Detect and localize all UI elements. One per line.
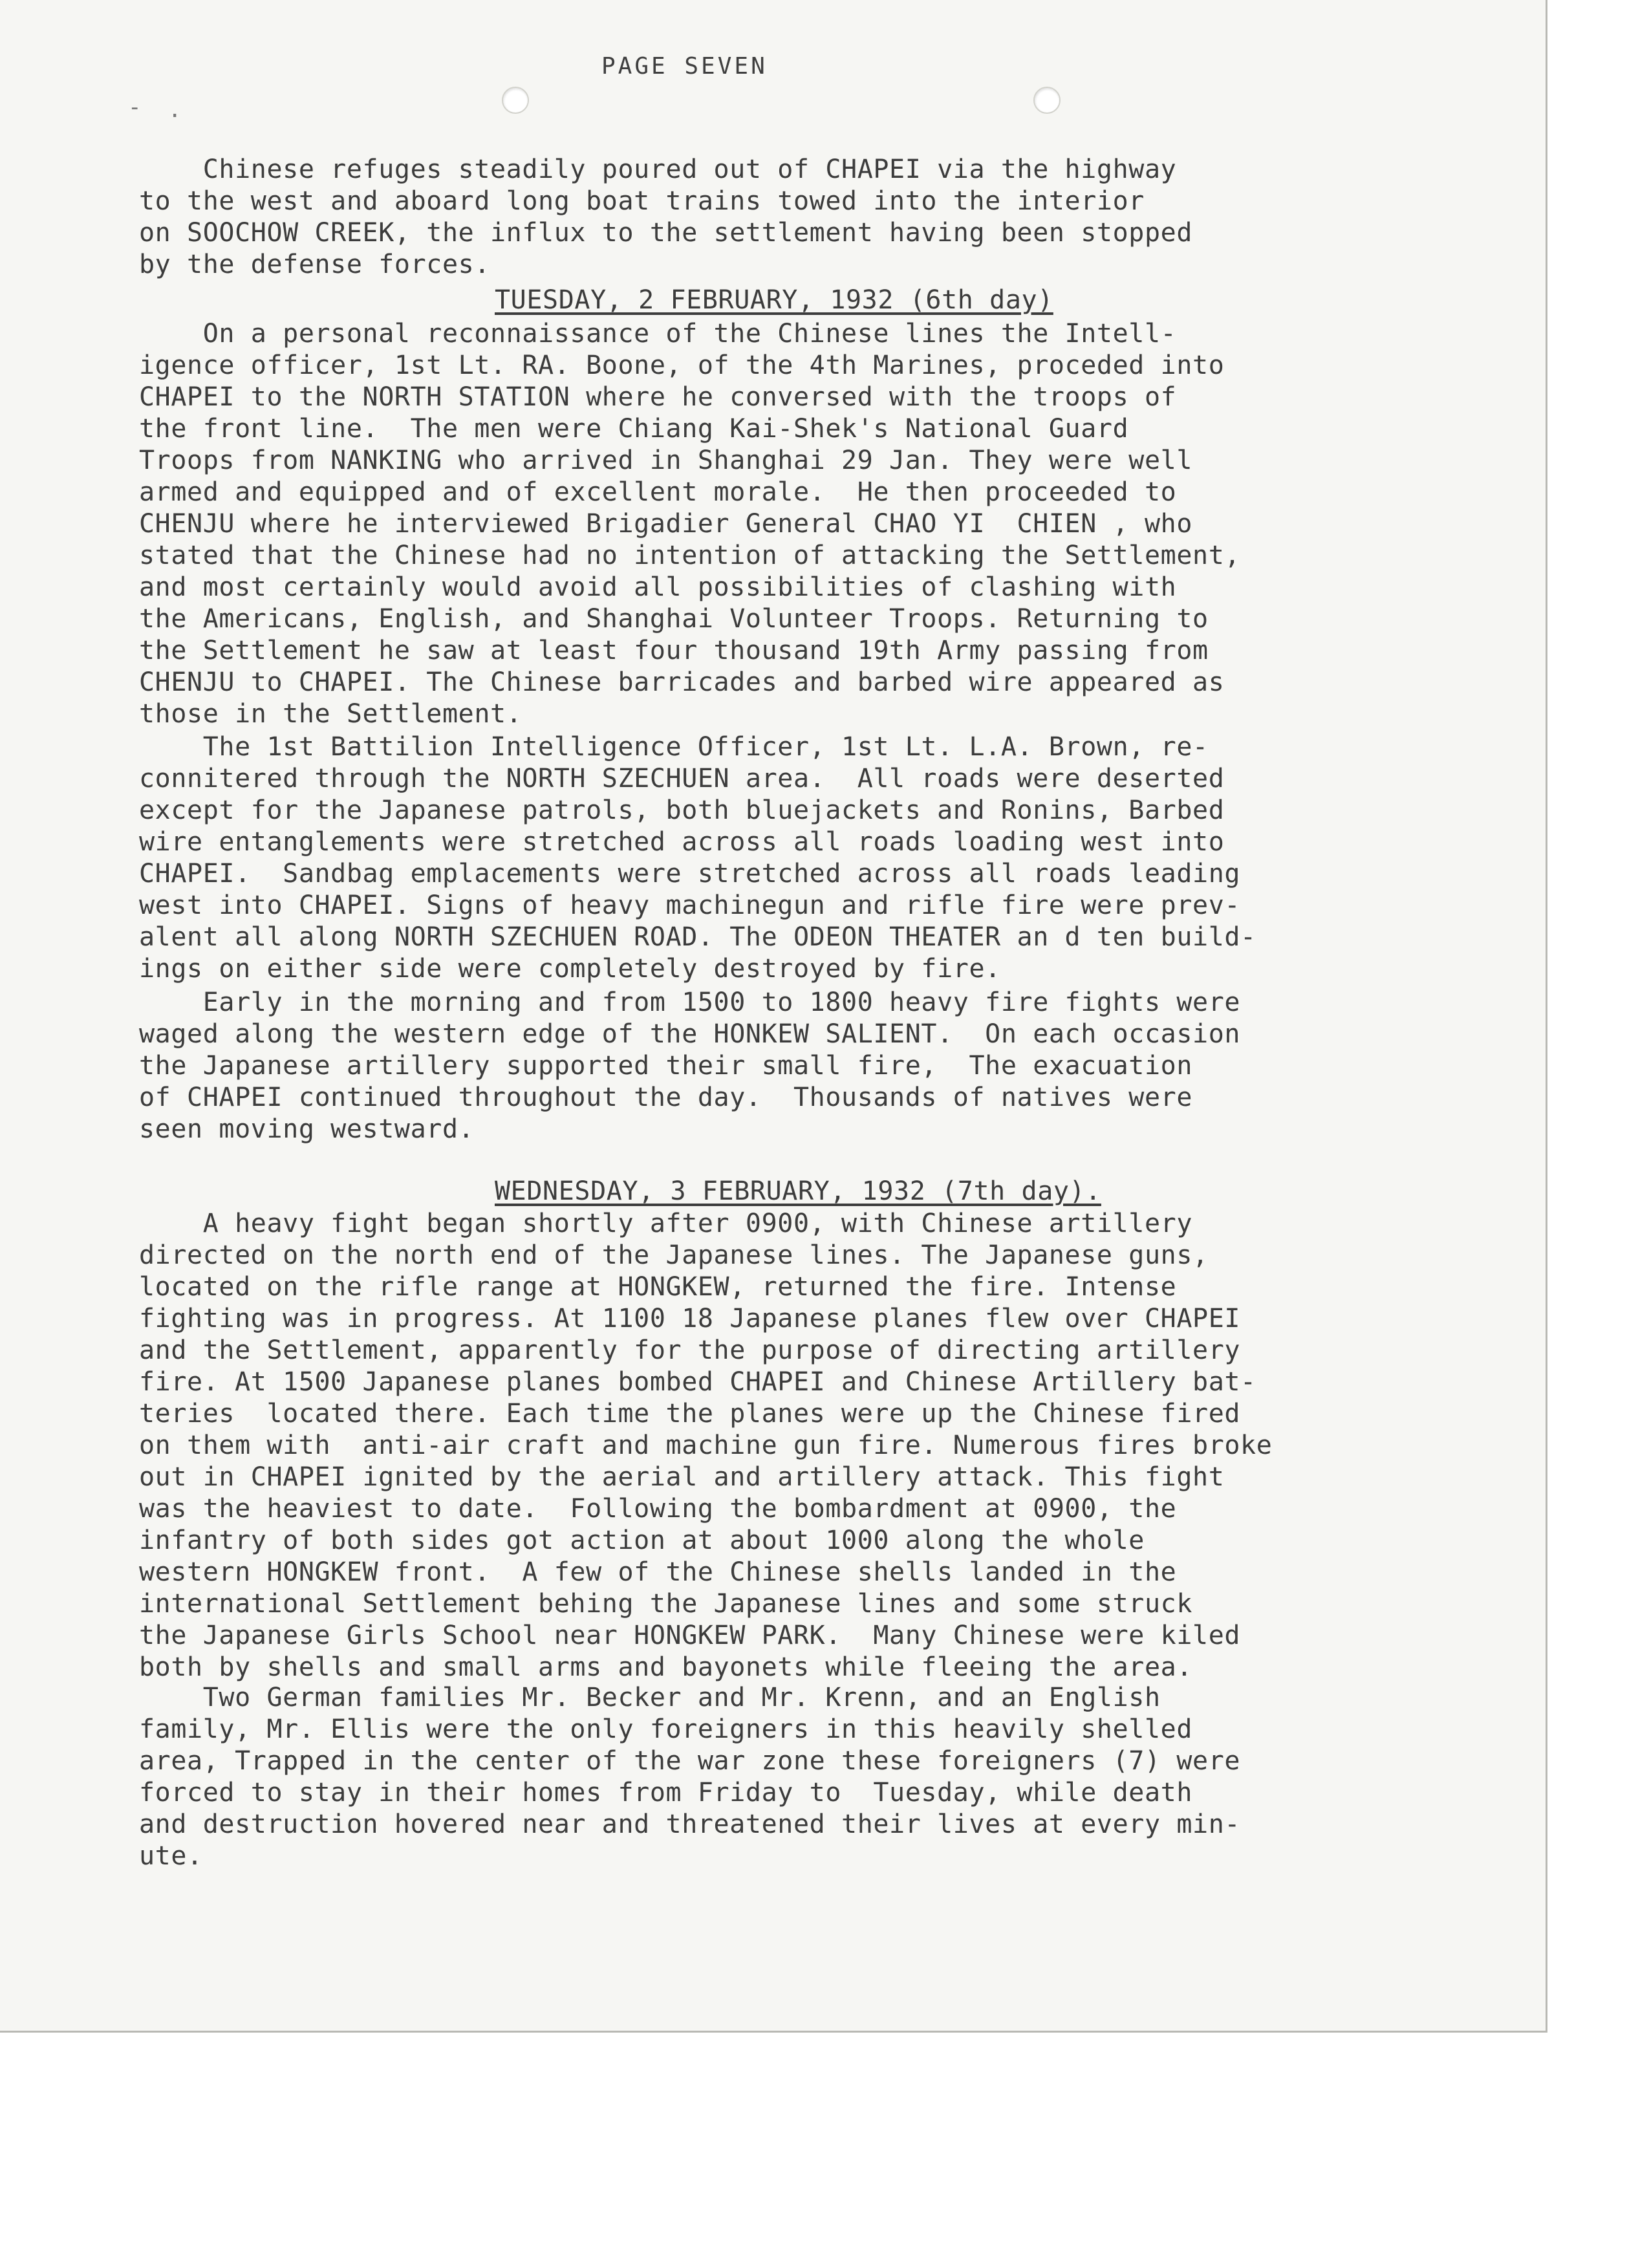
date-heading: TUESDAY, 2 FEBRUARY, 1932 (6th day) — [495, 285, 1053, 315]
paragraph: Early in the morning and from 1500 to 1800 heavy fire fights were waged along the western edge of the HONKEW SALIENT. On each occasion the Japanese artillery supported their small fire, The exacuation of CHAPEI continued throughout the day. Thousands of natives were seen moving westward. — [139, 988, 1241, 1144]
stray-dash-mark: . — [168, 97, 182, 123]
punch-hole-left — [502, 87, 529, 114]
paragraph: Chinese refuges steadily poured out of CHAPEI via the highway to the west and aboard long boat trains towed into the interior on SOOCHOW CREEK, the influx to the settlement having been stopped by the defense forces. — [139, 155, 1193, 279]
page-header: PAGE SEVEN — [601, 53, 768, 80]
paragraph: The 1st Battilion Intelligence Officer, 1st Lt. L.A. Brown, re- connitered through the NORTH SZECHUEN area. All roads were deserted except for the Japanese patrols, both bluejackets and Ronins, Barbed wire entanglements were stretched across all roads loading west into CHAPEI. Sandbag emplacements were stretched across all roads leading west into CHAPEI. Signs of heavy machinegun and rifle fire were prev- alent all along NORTH SZECHUEN ROAD. The ODEON THEATER an d ten build- ings on either side were completely destroyed by fire. — [139, 732, 1256, 984]
date-heading: WEDNESDAY, 3 FEBRUARY, 1932 (7th day). — [495, 1176, 1101, 1206]
paragraph: A heavy fight began shortly after 0900, with Chinese artillery directed on the north end of the Japanese lines. The Japanese guns, located on the rifle range at HONGKEW, returned the fire. Intense fighting was in progress. At 1100 18 Japanese planes flew over CHAPEI and the Settlement, apparently for the purpose of directing artillery fire. At 1500 Japanese planes bombed CHAPEI and Chinese Artillery bat- teries located there. Each time the planes were up the Chinese fired on them with anti-air craft and machine gun fire. Numerous fires broke out in CHAPEI ignited by the aerial and artillery attack. This fight was the heaviest to date. Following the bombardment at 0900, the infantry of both sides got action at about 1000 along the whole western HONGKEW front. A few of the Chinese shells landed in the international Settlement behing the Japanese lines and some struck the Japanese Girls School near HONGKEW PARK. Many Chinese were kiled both by shells and small arms and bayonets while fleeing the area. — [139, 1209, 1273, 1682]
stray-dash-mark: - — [128, 94, 142, 120]
paragraph: On a personal reconnaissance of the Chinese lines the Intell- igence officer, 1st Lt. RA. Boone, of the 4th Marines, proceded into CHAPEI to the NORTH STATION where he conversed with the troops of the front line. The men were Chiang Kai-Shek's National Guard Troops from NANKING who arrived in Shanghai 29 Jan. They were well armed and equipped and of excellent morale. He then proceeded to CHENJU where he interviewed Brigadier General CHAO YI CHIEN , who stated that the Chinese had no intention of attacking the Settlement, and most certainly would avoid all possibilities of clashing with the Americans, English, and Shanghai Volunteer Troops. Returning to the Settlement he saw at least four thousand 19th Army passing from CHENJU to CHAPEI. The Chinese barricades and barbed wire appeared as those in the Settlement. — [139, 319, 1241, 729]
paragraph: Two German families Mr. Becker and Mr. Krenn, and an English family, Mr. Ellis were the only foreigners in this heavily shelled area, Trapped in the center of the war zone these foreigners (7) were forced to stay in their homes from Friday to Tuesday, while death and destruction hovered near and threatened their lives at every min- ute. — [139, 1683, 1241, 1871]
punch-hole-right — [1033, 87, 1061, 114]
